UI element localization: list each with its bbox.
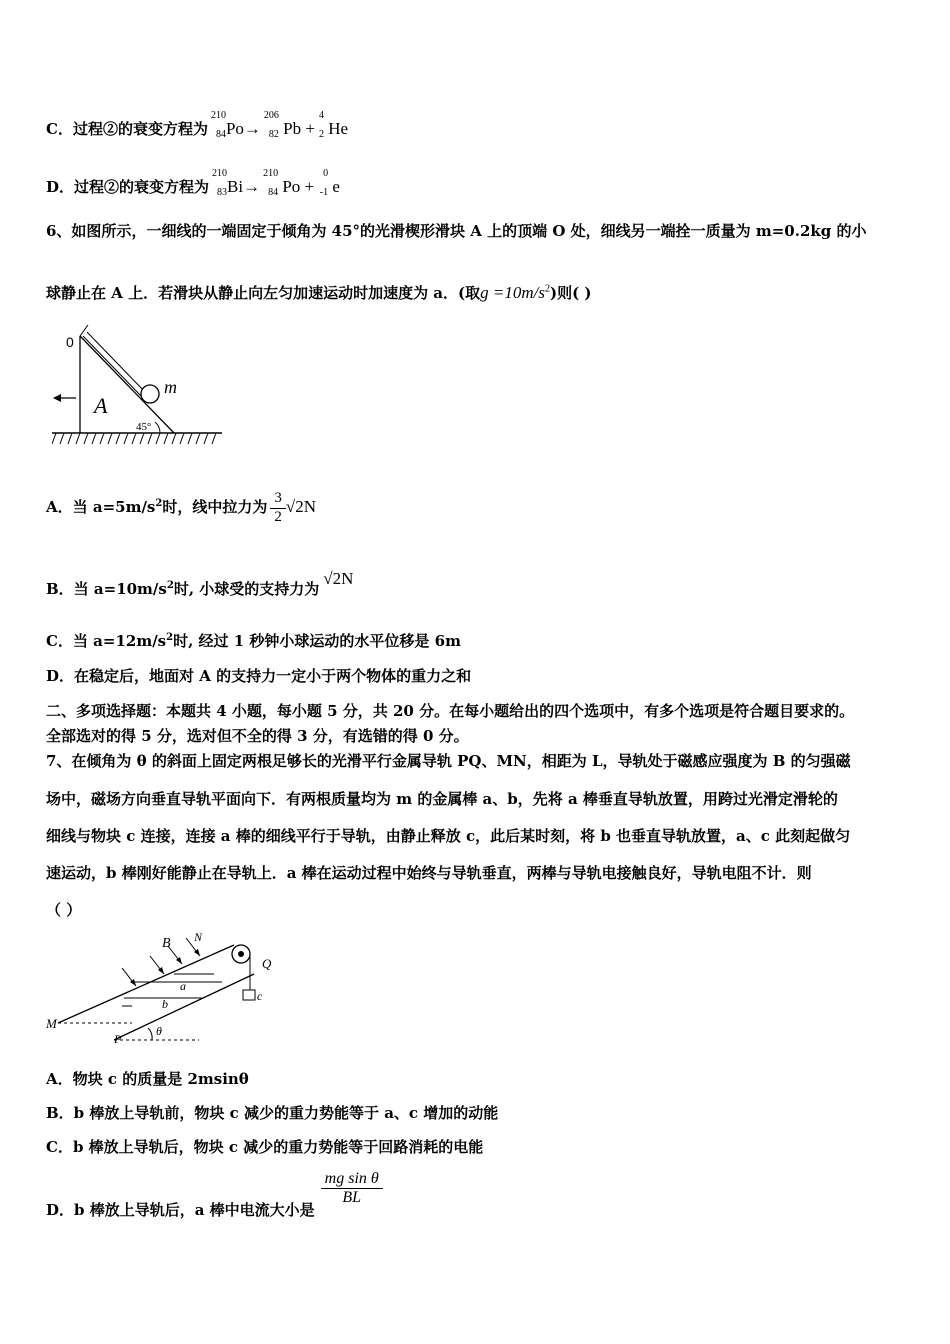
q7-stem-line3: 细线与物块 c 连接，连接 a 棒的细线平行于导轨，由静止释放 c，此后某时刻，将 b 也垂直导轨放置，a、c 此刻起做匀: [46, 827, 851, 845]
label-n: N: [194, 930, 203, 944]
q6-option-c: C．当 $a=12m/s^2$时, 经过 1 秒钟小球运动的水平位移是 6m: [46, 632, 461, 650]
rails-figure: [44, 928, 284, 1048]
decay-equation-d: 210 83 Bi→ 210 84 Po + 0 -1 e: [212, 168, 340, 198]
option-d: [46, 168, 340, 198]
label-m: m: [164, 377, 177, 397]
arrow-head-icon: [53, 394, 61, 402]
q6-option-d: D．在稳定后，地面对 A 的支持力一定小于两个物体的重力之和: [46, 667, 472, 685]
q6-stem-line2: 球静止在 A 上．若滑块从静止向左匀加速运动时加速度为 a．(取$g =10m/s^2$)则( ): [46, 283, 592, 302]
label-theta: θ: [156, 1024, 162, 1038]
label-m-point: M: [46, 1016, 57, 1031]
label-a: A: [94, 393, 108, 418]
option-d-label: D．过程②的衰变方程为: [46, 178, 210, 196]
ball: [141, 385, 159, 403]
string: [83, 336, 142, 397]
fraction-3-2: $\frac{3}{2}$: [270, 490, 286, 526]
q6-stem-line1: 6、如图所示，一细线的一端固定于倾角为 45°的光滑楔形滑块 A 上的顶端 O 处，细线另一端拴一质量为 m=0.2kg 的小: [46, 222, 867, 240]
q6-option-a: A．当 $a=5m/s^2$时，线中拉力为 $\frac{3}{2}$ √2N: [46, 490, 316, 525]
current-fraction: $\frac{\text{mg sin θ}}{BL}$: [321, 1170, 383, 1207]
block-c: [243, 990, 255, 1000]
label-angle: 45°: [136, 421, 152, 433]
g-value: $g =10m/s^2$: [480, 283, 550, 302]
decay-equation-c: 210 84 Po→ 206 82 Pb + 4 2 He: [210, 110, 349, 140]
label-rod-a: a: [180, 979, 186, 993]
wedge-slope: [80, 336, 174, 433]
section2-instructions-line2: 全部选对的得 5 分，选对但不全的得 3 分，有选错的得 0 分。: [46, 727, 469, 745]
q7-option-b: B．b 棒放上导轨前，物块 c 减少的重力势能等于 a、c 增加的动能: [46, 1104, 499, 1122]
theta-arc: [148, 1028, 152, 1040]
label-rod-b: b: [162, 997, 168, 1011]
q7-stem-line5: （ ）: [46, 901, 82, 919]
label-p: P: [114, 1032, 122, 1046]
angle-arc: [155, 422, 160, 433]
q7-stem-line2: 场中，磁场方向垂直导轨平面向下．有两根质量均为 m 的金属棒 a、b，先将 a 棒垂直导轨放置，用跨过光滑定滑轮的: [46, 790, 838, 808]
label-q: Q: [262, 956, 272, 971]
field-arrows: [122, 938, 200, 986]
q7-option-c: C．b 棒放上导轨后，物块 c 减少的重力势能等于回路消耗的电能: [46, 1138, 484, 1156]
label-b-field: B: [162, 936, 171, 951]
ground-hatch: [52, 433, 216, 444]
label-o: 0: [66, 334, 74, 350]
q7-option-d: D．b 棒放上导轨后，a 棒中电流大小是 $\frac{\text{mg sin θ}}{BL}$: [46, 1170, 383, 1207]
q7-option-a: A．物块 c 的质量是 2msinθ: [46, 1070, 249, 1088]
q7-stem-line4: 速运动，b 棒刚好能静止在导轨上．a 棒在运动过程中始终与导轨垂直，两棒与导轨电接触良好，导轨电阻不计．则: [46, 864, 812, 882]
section2-instructions-line1: 二、多项选择题：本题共 4 小题，每小题 5 分，共 20 分。在每小题给出的四个选项中，有多个选项是符合题目要求的。: [46, 702, 855, 720]
wedge-figure: [52, 322, 227, 452]
label-c: c: [257, 989, 263, 1003]
q7-stem-line1: 7、在倾角为 θ 的斜面上固定两根足够长的光滑平行金属导轨 PQ、MN，相距为 L，导轨处于磁感应强度为 B 的匀强磁: [46, 752, 851, 770]
q6-option-b: B．当 $a=10m/s^2$时, 小球受的支持力为√2N: [46, 569, 354, 598]
rail-mn: [58, 945, 234, 1023]
option-c: [46, 110, 348, 140]
option-c-label: C．过程②的衰变方程为: [46, 120, 208, 138]
